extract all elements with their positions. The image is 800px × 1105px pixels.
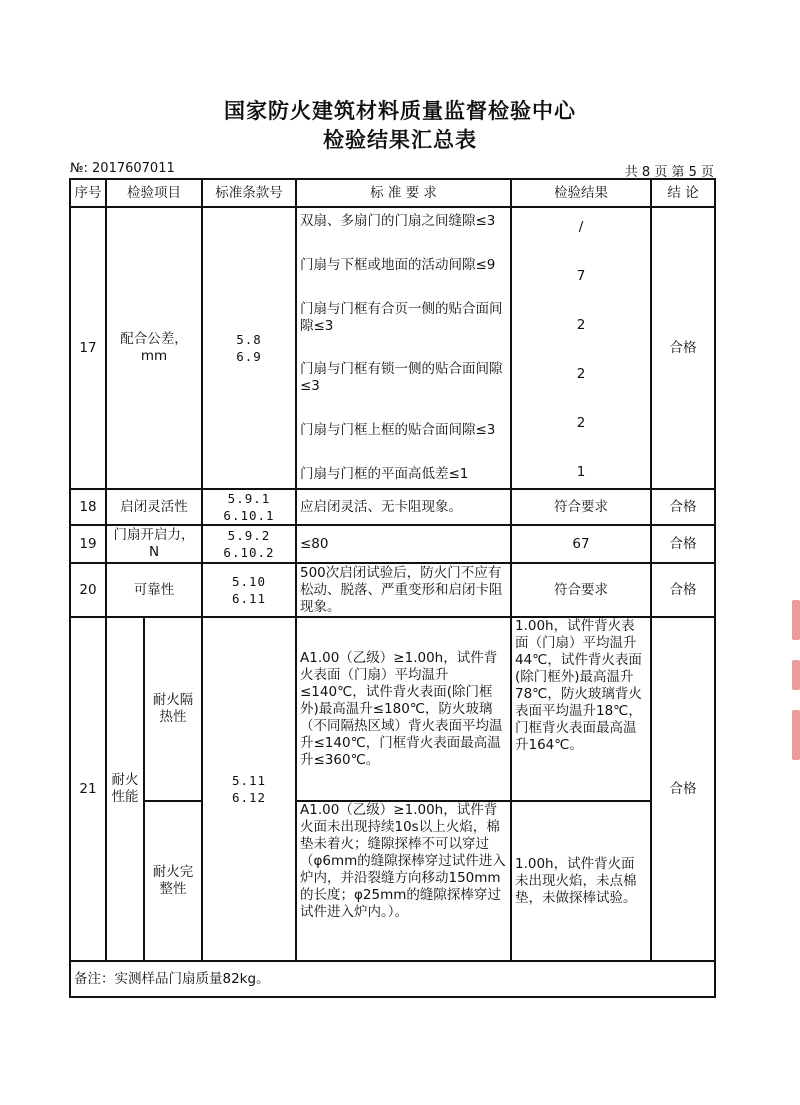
seal-edge-mark (790, 600, 800, 780)
row-result: 符合要求 (511, 489, 651, 525)
row-requirement: A1.00（乙级）≥1.00h，试件背火面未出现持续10s以上火焰，棉垫未着火；缝隙探棒不可以穿过（φ6mm的缝隙探棒穿过试件进入炉内，并沿裂缝方向移动150mm的长度；φ25mm的缝隙探棒穿过试件进入炉内。）。 (296, 801, 511, 961)
row-requirement: ≤80 (296, 525, 511, 563)
table-row (70, 525, 715, 563)
row-result: 符合要求 (511, 563, 651, 617)
note-row (70, 961, 715, 997)
req-line: 门扇与门框上框的贴合面间隙≤3 (300, 422, 496, 439)
col-header-clause: 标准条款号 (202, 179, 296, 207)
row-conclusion: 合格 (651, 525, 715, 563)
row-result: 1.00h，试件背火表面（门扇）平均温升44℃，试件背火表面(除门框外)最高温升78℃，防火玻璃背火表面平均温升18℃，门框背火表面最高温升164℃。 (511, 617, 651, 801)
row-requirement: 500次启闭试验后，防火门不应有松动、脱落、严重变形和启闭卡阻现象。 (296, 563, 511, 617)
results-table (69, 178, 716, 998)
row-no: 20 (70, 563, 106, 617)
result-line: 2 (576, 415, 586, 431)
row-subitem: 耐火隔热性 (144, 617, 202, 801)
row-requirement (296, 207, 511, 489)
row-clause: 5.9.1 6.10.1 (202, 489, 296, 525)
col-header-requirement: 标 准 要 求 (296, 179, 511, 207)
row-result (511, 207, 651, 489)
page-info: 共 8 页 第 5 页 (624, 165, 714, 180)
req-line: 门扇与门框的平面高低差≤1 (300, 465, 469, 482)
row-no: 19 (70, 525, 106, 563)
row-result: 67 (511, 525, 651, 563)
result-line: 1 (576, 464, 586, 480)
table-header-row (70, 179, 715, 207)
row-item: 耐火性能 (106, 617, 144, 961)
req-line: 门扇与下框或地面的活动间隙≤9 (300, 256, 496, 273)
table-row (70, 563, 715, 617)
req-line: 门扇与门框有锁一侧的贴合面间隙≤3 (300, 361, 503, 395)
org-title: 国家防火建筑材料质量监督检验中心 (224, 99, 576, 123)
row-item: 配合公差，mm (106, 207, 202, 489)
row-item: 启闭灵活性 (106, 489, 202, 525)
row-no: 17 (70, 207, 106, 489)
note-text: 备注：实测样品门扇质量82kg。 (70, 961, 715, 997)
table-row (70, 207, 715, 489)
table-row (70, 489, 715, 525)
row-no: 18 (70, 489, 106, 525)
col-header-conclusion: 结 论 (651, 179, 715, 207)
document-title: 检验结果汇总表 (323, 128, 477, 152)
row-clause: 5.11 6.12 (202, 617, 296, 961)
result-line: 2 (576, 317, 586, 333)
row-conclusion: 合格 (651, 207, 715, 489)
col-header-item: 检验项目 (106, 179, 202, 207)
row-subitem: 耐火完整性 (144, 801, 202, 961)
row-requirement: A1.00（乙级）≥1.00h，试件背火表面（门扇）平均温升≤140℃，试件背火表面(除门框外)最高温升≤180℃，防火玻璃（不同隔热区域）背火表面平均温升≤140℃，门框背火表面最高温升≤360℃。 (296, 617, 511, 801)
row-clause: 5.10 6.11 (202, 563, 296, 617)
table-row (70, 617, 715, 801)
req-line: 门扇与门框有合页一侧的贴合面间隙≤3 (300, 300, 503, 334)
col-header-no: 序号 (70, 179, 106, 207)
row-item: 门扇开启力，N (106, 525, 202, 563)
report-number: №: 2017607011 (70, 161, 175, 176)
row-conclusion: 合格 (651, 489, 715, 525)
row-requirement: 应启闭灵活、无卡阻现象。 (296, 489, 511, 525)
col-header-result: 检验结果 (511, 179, 651, 207)
result-line: 2 (576, 366, 586, 382)
row-item: 可靠性 (106, 563, 202, 617)
result-line: / (578, 219, 584, 235)
row-conclusion: 合格 (651, 563, 715, 617)
req-line: 双扇、多扇门的门扇之间缝隙≤3 (300, 213, 496, 229)
row-clause: 5.9.2 6.10.2 (202, 525, 296, 563)
row-result: 1.00h，试件背火面未出现火焰，未点棉垫，未做探棒试验。 (511, 801, 651, 961)
result-line: 7 (576, 268, 586, 284)
row-clause: 5.8 6.9 (202, 207, 296, 489)
row-no: 21 (70, 617, 106, 961)
row-conclusion: 合格 (651, 617, 715, 961)
table-row (70, 801, 715, 961)
